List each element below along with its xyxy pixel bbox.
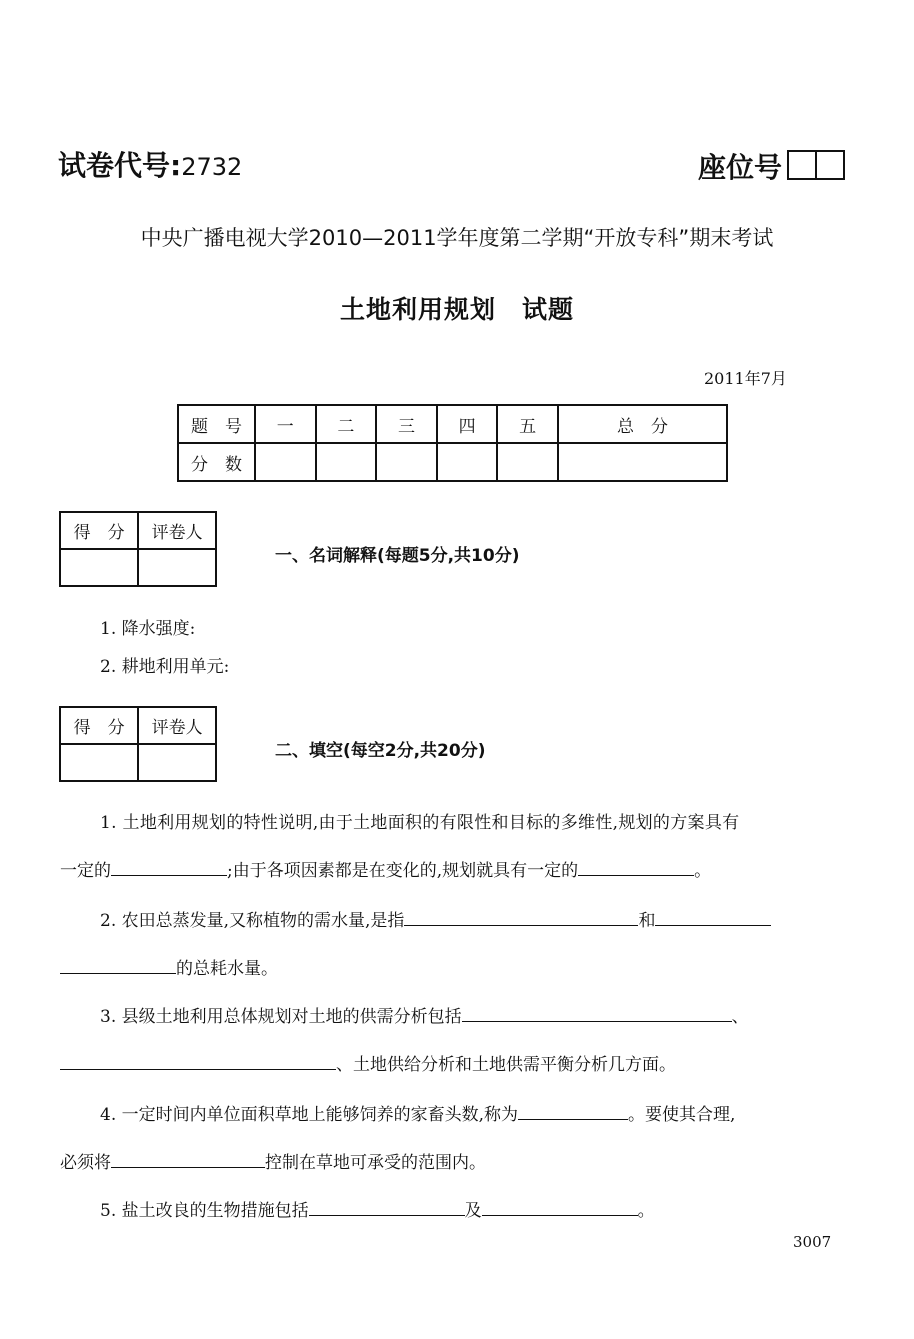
question-text: 。 — [694, 861, 712, 881]
grader-name-cell[interactable] — [138, 549, 216, 586]
section-title: 一、名词解释(每题5分,共10分) — [275, 546, 520, 566]
score-table-cell: 题 号 — [178, 405, 255, 443]
question-text: 。要使其合理, — [628, 1105, 736, 1125]
exam-code-value: 2732 — [181, 153, 243, 181]
score-input-cell[interactable] — [255, 443, 316, 481]
answer-blank[interactable] — [60, 1055, 336, 1070]
question-2-line-1 — [100, 909, 771, 933]
section-title: 二、填空(每空2分,共20分) — [275, 741, 486, 761]
question-text: 的总耗水量。 — [176, 959, 278, 979]
question-text: 必须将 — [60, 1153, 111, 1173]
question-text: 、土地供给分析和土地供需平衡分析几方面。 — [336, 1055, 676, 1075]
grader-score-cell[interactable] — [60, 744, 138, 781]
question-text: ;由于各项因素都是在变化的,规划就具有一定的 — [227, 861, 579, 881]
score-input-cell[interactable] — [558, 443, 727, 481]
question-3-line-1 — [100, 1005, 749, 1029]
question-text: 及 — [464, 1201, 482, 1221]
seat-number-label: 座位号 — [698, 151, 783, 184]
score-table-header-row — [178, 405, 727, 443]
question-text: 5. 盐土改良的生物措施包括 — [100, 1201, 309, 1221]
grader-score-label: 得 分 — [60, 707, 138, 744]
score-table — [177, 404, 728, 482]
exam-code — [58, 144, 242, 184]
grader-box — [59, 706, 217, 782]
grader-box — [59, 511, 217, 587]
question-text: 、 — [731, 1007, 749, 1027]
answer-blank[interactable] — [462, 1007, 732, 1022]
question-1-line-1: 1. 土地利用规划的特性说明,由于土地面积的有限性和目标的多维性,规划的方案具有 — [100, 813, 740, 833]
question-text: 2. 农田总蒸发量,又称植物的需水量,是指 — [100, 911, 405, 931]
score-table-cell: 三 — [376, 405, 437, 443]
question-text: 4. 一定时间内单位面积草地上能够饲养的家畜头数,称为 — [100, 1105, 519, 1125]
score-input-cell[interactable] — [376, 443, 437, 481]
score-table-cell: 五 — [497, 405, 558, 443]
grader-score-label: 得 分 — [60, 512, 138, 549]
answer-blank[interactable] — [655, 911, 771, 926]
question-text: 一定的 — [60, 861, 111, 881]
question-3-line-2 — [60, 1053, 676, 1077]
answer-blank[interactable] — [111, 1153, 265, 1168]
grader-score-cell[interactable] — [60, 549, 138, 586]
grader-name-label: 评卷人 — [138, 512, 216, 549]
answer-blank[interactable] — [578, 861, 694, 876]
score-input-cell[interactable] — [437, 443, 498, 481]
seat-box — [789, 152, 817, 178]
score-table-cell: 二 — [316, 405, 377, 443]
answer-blank[interactable] — [111, 861, 227, 876]
exam-date: 2011年7月 — [704, 369, 787, 388]
score-table-score-row — [178, 443, 727, 481]
question-text: 。 — [637, 1201, 655, 1221]
question-text: 控制在草地可承受的范围内。 — [265, 1153, 486, 1173]
score-input-cell[interactable] — [316, 443, 377, 481]
question-item: 1. 降水强度: — [100, 619, 196, 639]
exam-title: 中央广播电视大学2010—2011学年度第二学期“开放专科”期末考试 — [140, 226, 774, 250]
answer-blank[interactable] — [309, 1201, 465, 1216]
question-text: 和 — [638, 911, 656, 931]
page-number: 3007 — [793, 1233, 832, 1251]
question-2-line-2 — [60, 957, 278, 981]
answer-blank[interactable] — [404, 911, 638, 926]
answer-blank[interactable] — [482, 1201, 638, 1216]
question-1-line-2 — [60, 859, 711, 883]
score-table-cell: 总 分 — [558, 405, 727, 443]
answer-blank[interactable] — [60, 959, 176, 974]
seat-box — [817, 152, 843, 178]
seat-number-boxes — [787, 150, 845, 180]
course-title: 土地利用规划 试题 — [339, 295, 574, 324]
grader-name-label: 评卷人 — [138, 707, 216, 744]
score-table-cell: 分 数 — [178, 443, 255, 481]
question-4-line-1 — [100, 1103, 735, 1127]
question-4-line-2 — [60, 1151, 486, 1175]
grader-name-cell[interactable] — [138, 744, 216, 781]
exam-code-label: 试卷代号: — [58, 149, 182, 182]
score-table-cell: 四 — [437, 405, 498, 443]
answer-blank[interactable] — [518, 1105, 628, 1120]
question-text: 3. 县级土地利用总体规划对土地的供需分析包括 — [100, 1007, 462, 1027]
question-5-line-1 — [100, 1199, 655, 1223]
score-table-cell: 一 — [255, 405, 316, 443]
question-item: 2. 耕地利用单元: — [100, 657, 230, 677]
score-input-cell[interactable] — [497, 443, 558, 481]
